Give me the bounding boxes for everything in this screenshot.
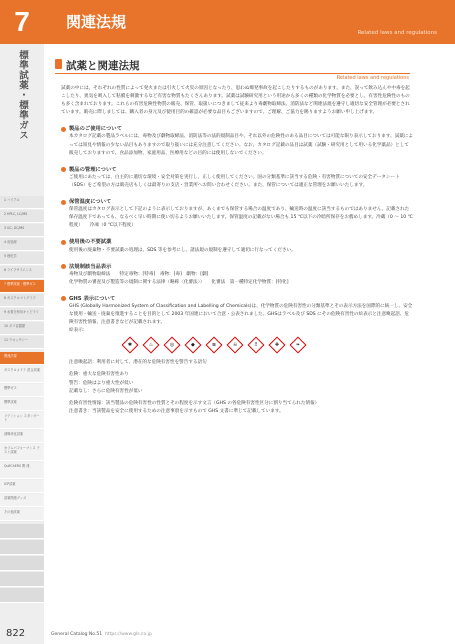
skull-icon: ☠ [227,337,244,354]
block-heading: 製品の管理について [69,166,117,173]
level-warning: 警告：危険はより重大性が低い [69,380,134,386]
block-disposal [61,238,413,254]
subnav-item-goods[interactable]: 試薬関連グッズ [0,494,44,507]
subnav-item-column-test[interactable]: カラムパフォーマンス テスト試薬 [0,444,44,461]
corrosion-icon: ≋ [206,337,223,354]
level-none: 記載なし：さらに危険有害性が低い [69,388,143,394]
law-line: 化学物質の審査及び製造等の規制に関する法律（略称〈化審法〉） 化審法 第一種特定化学物質：[特化] [69,279,289,285]
blank-tab [0,556,44,571]
subnav-item-gas[interactable]: 標準ガス [0,384,44,397]
gas-cylinder-icon: ◆ [185,337,202,354]
subnav-item-reagents[interactable]: 標準試薬 [0,398,44,411]
explosive-icon: ✱ [122,337,139,354]
hazard-info: 危険有害性情報：該当製品の危険有害性の性質とその程度を示す文言（GHS の各危険有害性区分に割り当てられた情報） [69,400,320,406]
subnav-item-quechers[interactable]: QuEChERS 関 連 [0,462,44,479]
precaution-info: 注意書き：当該製品を安全に使用するための注意事項を示すもので GHS 文書に準じて記載しています。 [69,408,284,414]
section-marker [55,59,62,69]
nav-item-standards[interactable]: 7 標準試薬・標準ガス [0,280,44,293]
pictogram-label: 絵表示： [69,328,88,334]
blank-tab [0,572,44,587]
ghs-body: GHS (Globally Harmonized System of Classification and Labelling of Chemicals)は、化学物質の危険有害性の分類基準とその表示方法を国際的に統一し、安全な使用・輸送・廃棄を推進することを目的として 2003 年国連において合意・公表されました。GHSはラベル及び SDS にその危険有害性の絵表示と注意喚起語、危険有害性情報、注意書きなどが記載されます。 [69,303,413,326]
footer-catalog: General Catalog No.51 https://www.gls.co.jp [51,632,152,637]
subnav-item-derivatization[interactable]: 誘導体化試薬 [0,430,44,443]
subnav-item-other[interactable]: その他試薬 [0,508,44,521]
chapter-number: 7 [0,0,44,44]
nav-item-hplc[interactable]: 2 HPLC, LC/MS [0,210,44,223]
main-content [61,85,413,416]
nav-item-gc[interactable]: 3 GC, GC/MS [0,224,44,237]
block-heading: 法規制該当品表示 [69,263,112,270]
intro-paragraph: 試薬の中には、それぞれの性質によって発火または引火して火災の原因となったり、思わぬ爆発事故を起こしたりするものがあります。また、誤って飲み込んや中毒を起こしたり、異気を吸入して粘膜を刺激するなど有害な物質もたくさんあります。試薬は試験研究用という用途から多くの種類の化学物質を必要とし、有害性危険性のものも多く含まれております。これらの有害危険性物質の販売、保管、取扱いにつきまして従来より毒劇物取締法、消防法など関連法規を遵守し適切な安全管理が必要とされています。販売に際しましては、購入者の身元及び使用目的の確認が必要な品目もございますので、ご理解、ご協力を賜りますようお願い申し上げます。 [61,86,410,116]
bullet-icon [61,240,66,245]
bullet-icon [61,167,66,172]
header-subtitle: Related laws and regulations [357,30,437,36]
bullet-icon [61,127,66,132]
oxidizer-icon: ◎ [164,337,181,354]
block-heading: GHS 表示について [69,295,116,302]
block-management [61,166,413,190]
block-body: 使用後の廃棄物・不要試薬の処理は、SDS 等を参考にし、諸法規の規制を遵守して適切に行なってください。 [69,247,296,253]
blank-tab [0,540,44,555]
block-usage [61,125,413,157]
block-laws [61,263,413,287]
nav-item-gas-chromatograph[interactable]: 8 ガスクロマトグラフ [0,294,44,307]
block-storage [61,198,413,230]
bullet-icon [61,200,66,205]
block-body: 本カタログ記載の製品ラベルには、毒物及び劇物取締法、消防法等の法的規制品目や、それ以外の危険性のある品目については可能な限り表示しております。試薬によっては知見や情報の少ない品目もありますので取り扱いには充分注意してください。なお、カタログ記載の品目は試薬（試験・研究用として用いる化学薬品）として販売しておりますので、食品添加物、家庭用品、医療用などの目的には使用しないでください。 [69,134,413,156]
block-body: 保管温度はカタログ表示として下記のように表示しておりますが、あくまでも保管する場合の温度であり、輸送時の温度に該当するものではありません。記載された保存温度下であっても、なるべく早い時期に使い切るようお願いいたします。保管温度の記載がない場合も 15 ℃以下の冷暗所保存をお薦めします。冷蔵（0 ～ 10 ℃程度） 冷凍（0 ℃以下程度） [69,207,413,229]
bullet-icon [61,296,66,301]
law-line: 毒物及び劇物取締法 特定毒物：[特毒] 毒物：[毒] 劇物：[劇] [69,271,209,277]
block-ghs [61,295,413,416]
block-body: ご使用にあたっては、白主的に適切な環境・安全対策を実行し、正しく使用してください。国の分類基準に該当する危険・有害物質についての安全データシート（SDS）をご希望の方は販売店もしくは最寄りの支店・営業所へお問い合わせください。また、保管については適正な管理をお願いいたします。 [69,174,400,188]
block-heading: 保管温度について [69,199,112,206]
block-heading: 使用後の不要試薬 [69,239,112,246]
flame-icon: ♨ [143,337,160,354]
section-title: 試薬と関連法規 [66,60,140,72]
signal-word-text: 注意喚起語：利用者に対して、潜在的な危険有害性を警告する語句 [69,360,207,366]
blank-tab [0,588,44,603]
page-number: 822 [6,628,26,639]
level-danger: 危険：重大な危険有害性あり [69,372,129,378]
ghs-pictograms [121,337,413,353]
footer [0,626,455,644]
subnav-item-icp[interactable]: ICP試薬 [0,480,44,493]
nav-item-physchem[interactable]: 5 理化学 [0,252,44,265]
environment-icon: ❧ [290,337,307,354]
section-rule [55,73,410,74]
blank-tab [0,524,44,539]
health-hazard-icon: ✚ [269,337,286,354]
chapter-title: 標準試薬・標準ガス [17,50,28,140]
nav-item-poly[interactable]: 10 ポリ容器類 [0,322,44,335]
bullet-icon [61,264,66,269]
exclamation-icon: ! [248,337,265,354]
nav-item-watch[interactable]: 11 ウオッチシー [0,336,44,349]
footer-url[interactable]: https://www.gls.co.jp [104,632,152,637]
subnav-item-mixed[interactable]: ガスクロメイテ 混合試薬 [0,366,44,383]
nav-item-capillary[interactable]: 9 水質分析用キャピラリ [0,308,44,321]
nav-item-lifescience[interactable]: 6 ライフサイエンス [0,266,44,279]
subnav-item-laws[interactable]: 関連法規 [0,352,44,365]
nav-item-vial[interactable]: 1 バイアル [0,196,44,209]
nav-item-prep[interactable]: 4 前処理 [0,238,44,251]
section-subtitle: Related laws and regulations [336,75,409,81]
subnav-item-retention[interactable]: リテンション スタンダード [0,412,44,429]
block-heading: 製品のご使用について [69,126,122,133]
header-title: 関連法規 [66,13,127,31]
